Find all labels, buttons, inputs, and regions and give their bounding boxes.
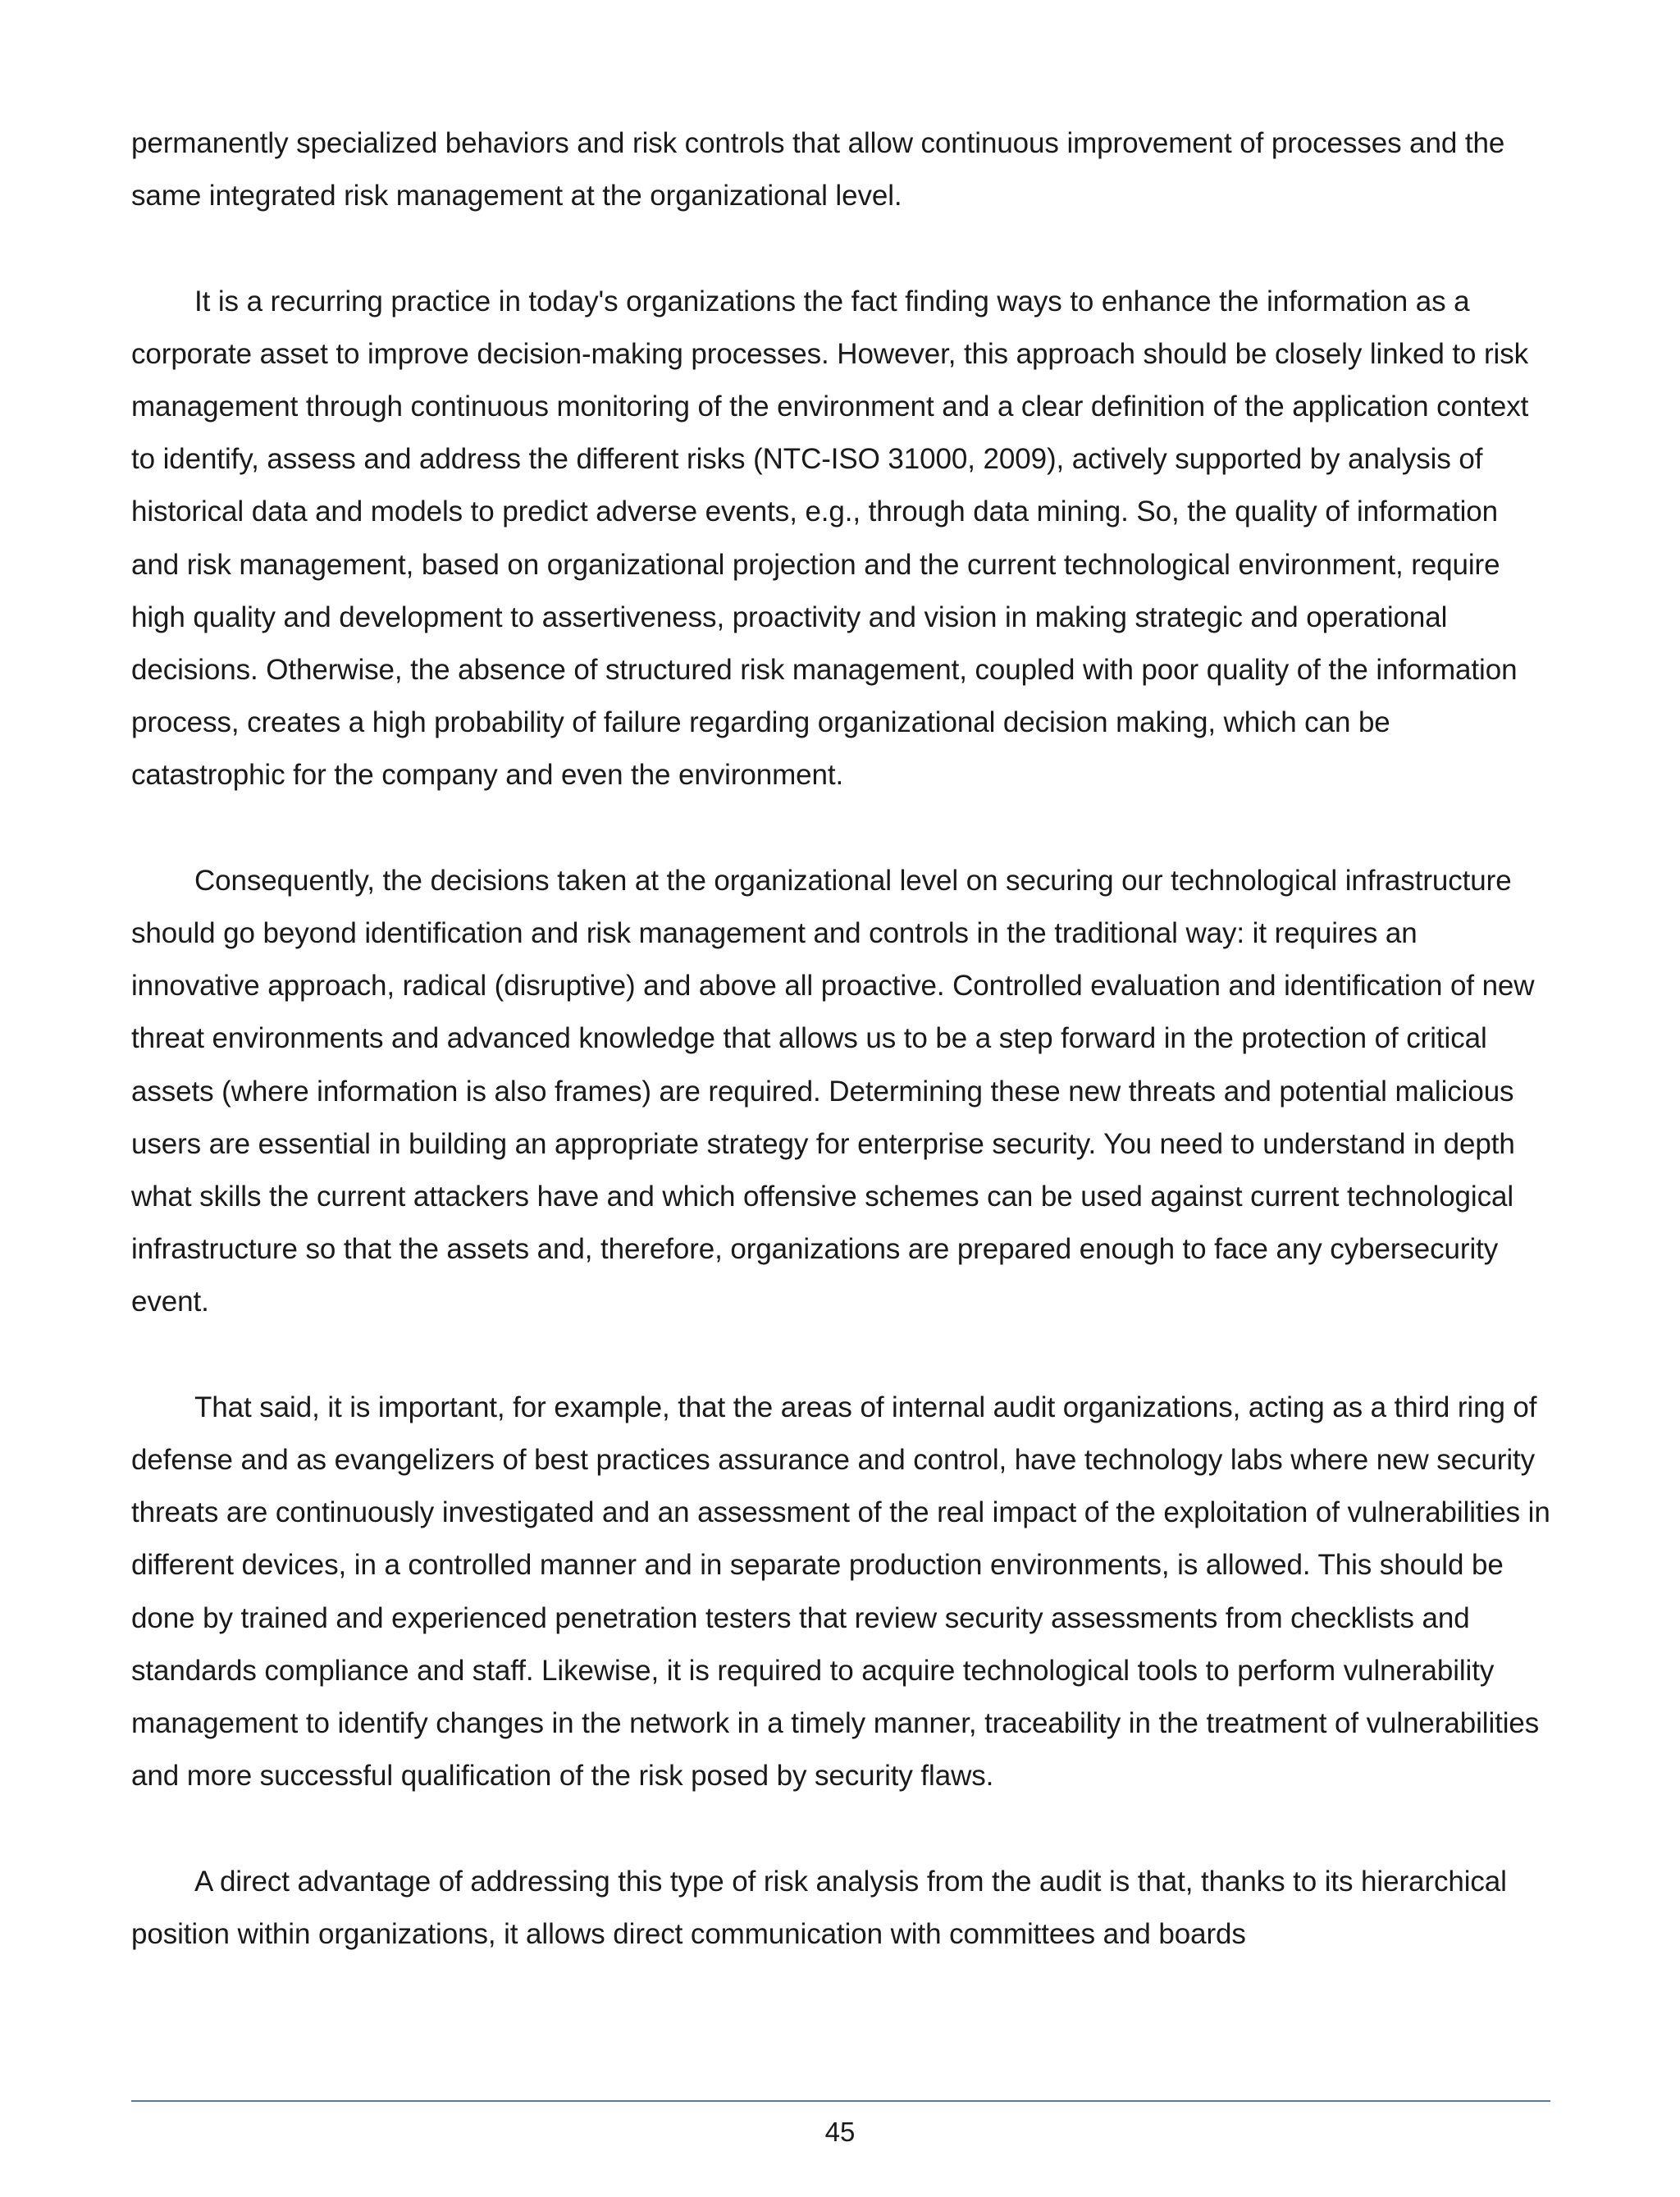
document-body	[131, 117, 1550, 1961]
paragraph-audit-advantage: A direct advantage of addressing this type of risk analysis from the audit is that, thanks to its hierarchical position within organizations, it allows direct communication with committees and boards	[131, 1865, 1507, 1950]
paragraph-information-asset: It is a recurring practice in today's organizations the fact finding ways to enhance the information as a corporate asset to improve decision-making processes. However, this approach should be closely linked to risk management through continuous monitoring of the environment and a clear definition of the application context to identify, assess and address the different risks (NTC-ISO 31000, 2009), actively supported by analysis of historical data and models to predict adverse events, e.g., through data mining. So, the quality of information and risk management, based on organizational projection and the current technological environment, require high quality and development to assertiveness, proactivity and vision in making strategic and operational decisions. Otherwise, the absence of structured risk management, coupled with poor quality of the information process, creates a high probability of failure regarding organizational decision making, which can be catastrophic for the company and even the environment.	[131, 285, 1529, 792]
page-number: 45	[824, 2117, 856, 2147]
paragraph-continuation: permanently specialized behaviors and risk controls that allow continuous improvement of processes and the same integrated risk management at the organizational level.	[131, 127, 1505, 212]
footer-divider	[131, 2100, 1550, 2102]
paragraph-organizational-decisions: Consequently, the decisions taken at the organizational level on securing our technological infrastructure should go beyond identification and risk management and controls in the traditional way: it requires an innovative approach, radical (disruptive) and above all proactive. Controlled evaluation and identification of new threat environments and advanced knowledge that allows us to be a step forward in the protection of critical assets (where information is also frames) are required. Determining these new threats and potential malicious users are essential in building an appropriate strategy for enterprise security. You need to understand in depth what skills the current attackers have and which offensive schemes can be used against current technological infrastructure so that the assets and, therefore, organizations are prepared enough to face any cybersecurity event.	[131, 864, 1535, 1318]
paragraph-internal-audit: That said, it is important, for example, that the areas of internal audit organizations, acting as a third ring of defense and as evangelizers of best practices assurance and control, have technology labs where new security threats are continuously investigated and an assessment of the real impact of the exploitation of vulnerabilities in different devices, in a controlled manner and in separate production environments, is allowed. This should be done by trained and experienced penetration testers that review security assessments from checklists and standards compliance and staff. Likewise, it is required to acquire technological tools to perform vulnerability management to identify changes in the network in a timely manner, traceability in the treatment of vulnerabilities and more successful qualification of the risk posed by security flaws.	[131, 1391, 1550, 1793]
